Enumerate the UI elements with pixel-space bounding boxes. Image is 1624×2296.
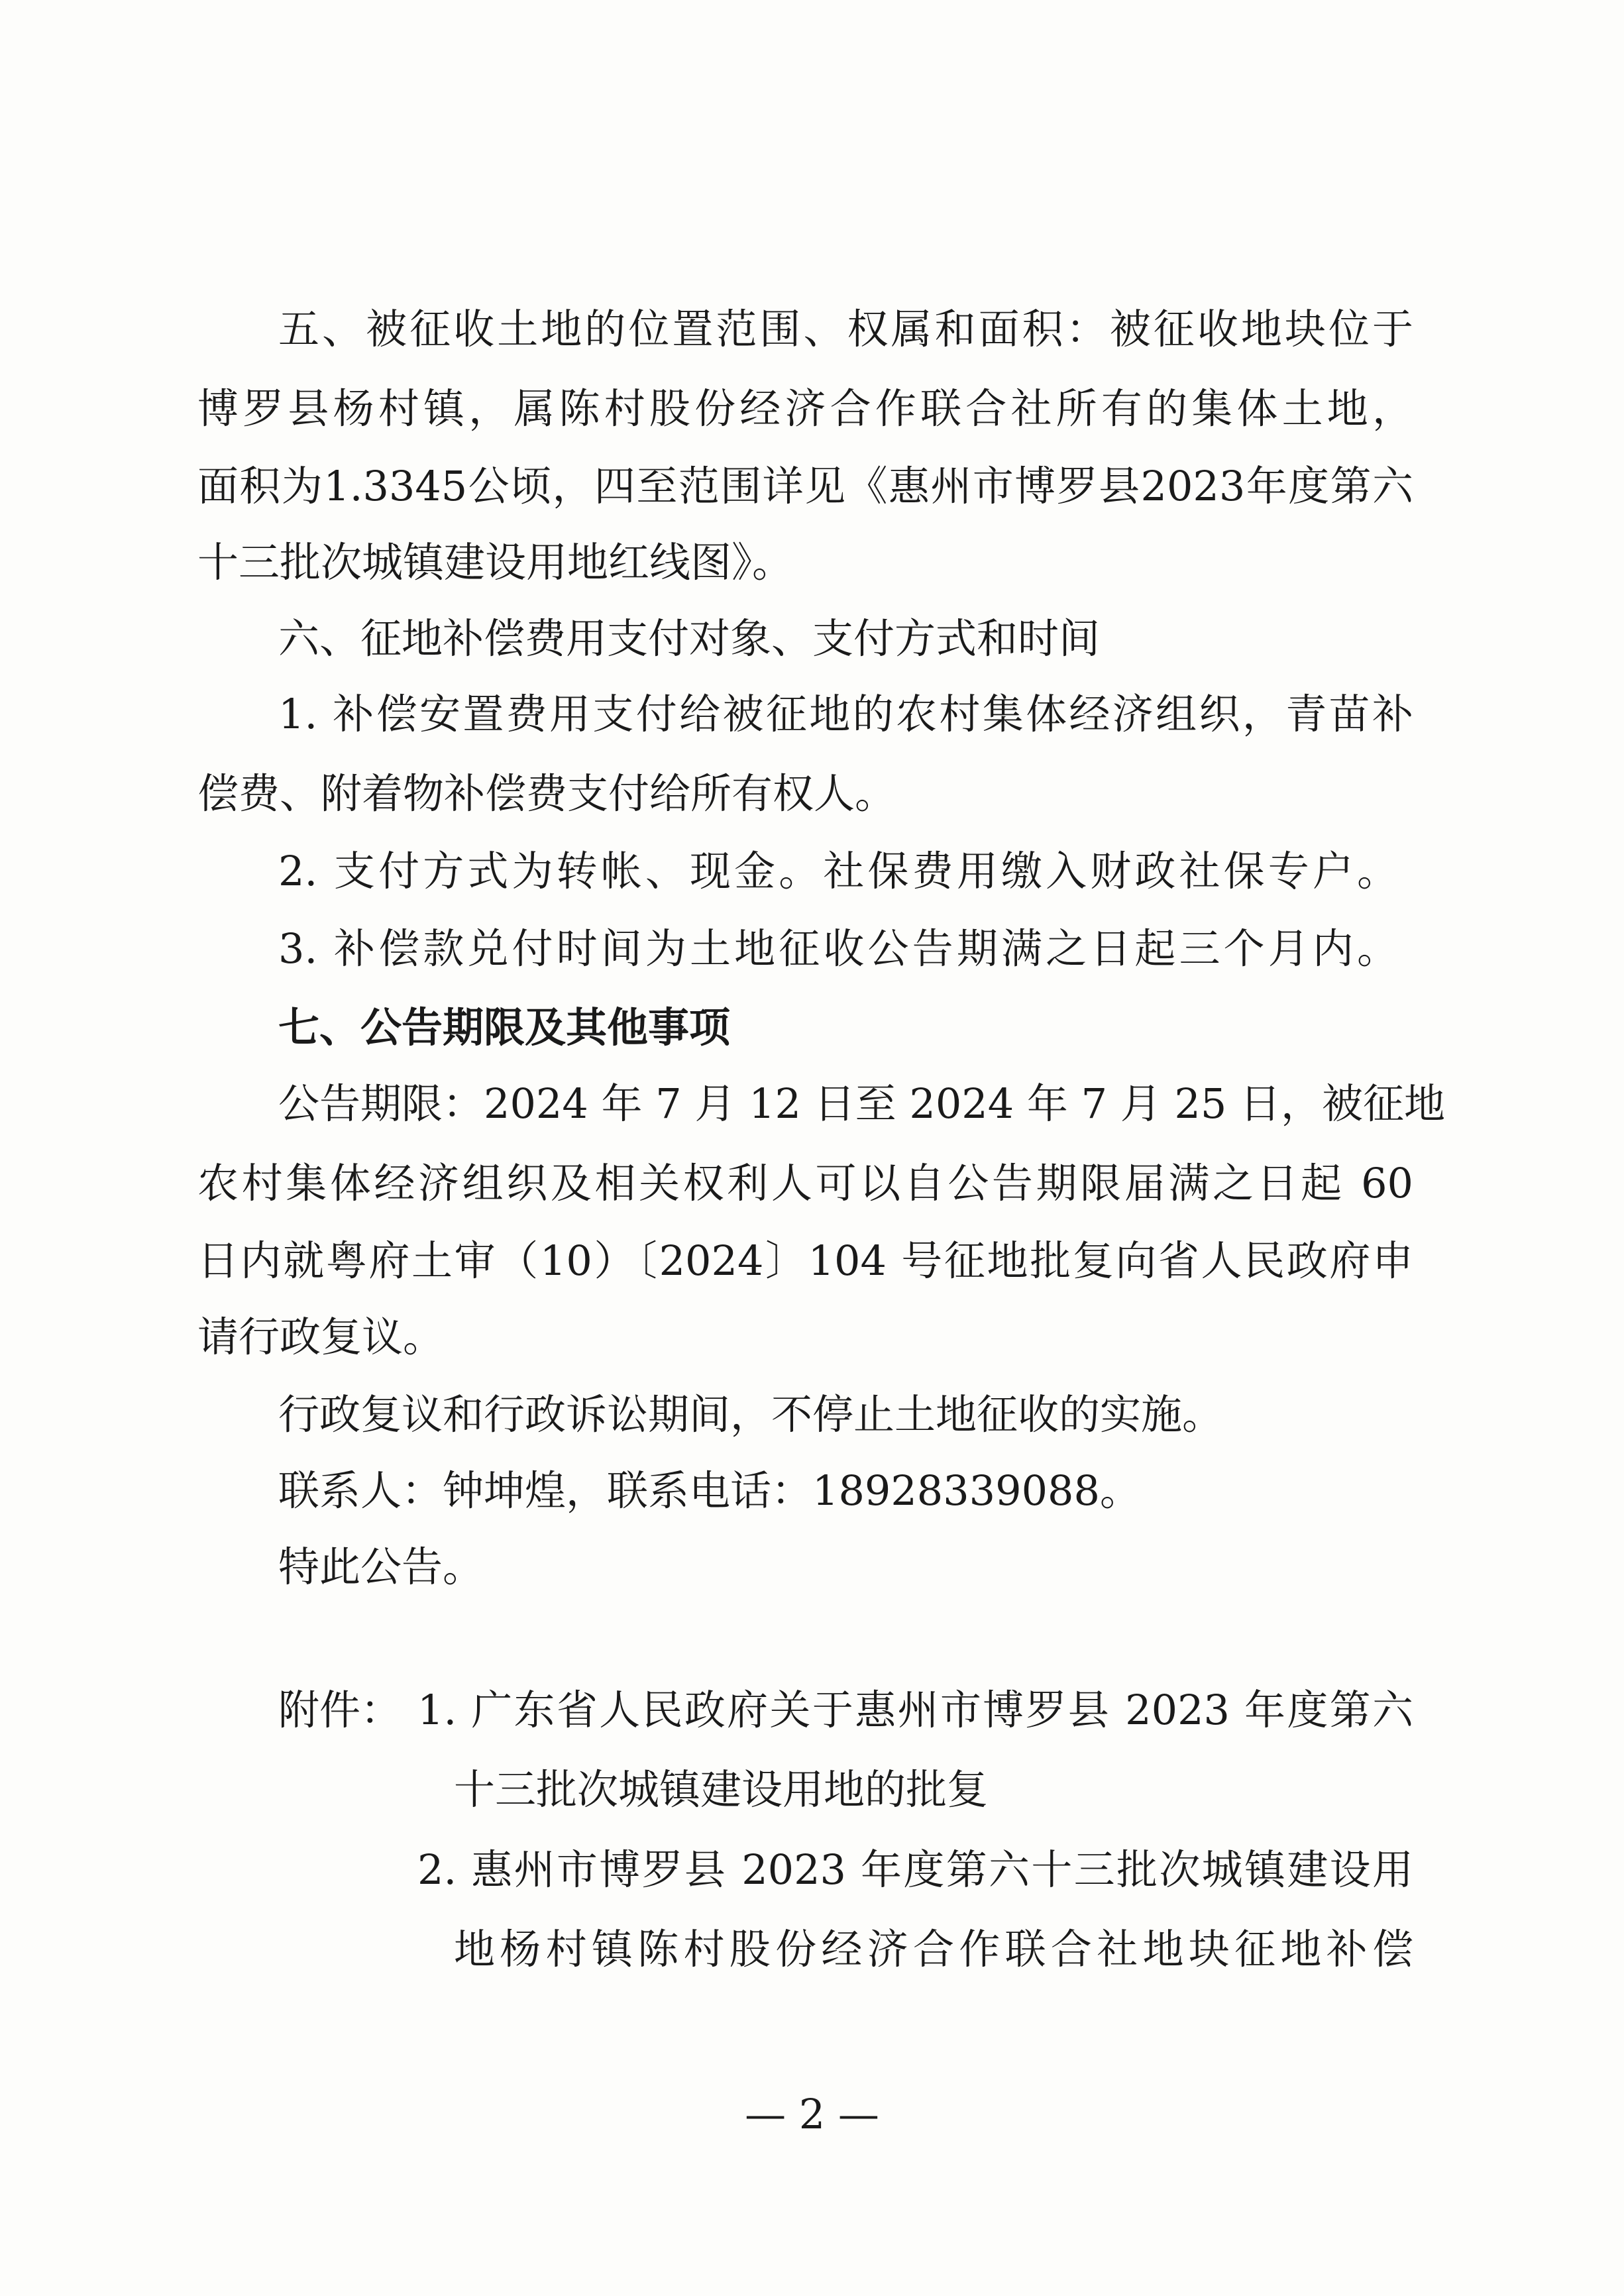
attachments-label: 附件： <box>278 1686 402 1734</box>
section-6-line: 3. 补偿款兑付时间为土地征收公告期满之日起三个月内。 <box>278 924 1398 973</box>
section-7-line: 公告期限：2024 年 7 月 12 日至 2024 年 7 月 25 日，被征地 <box>278 1079 1446 1128</box>
attachment-item: 地杨村镇陈村股份经济合作联合社地块征地补偿 <box>454 1925 1413 1973</box>
closing-line: 特此公告。 <box>278 1543 484 1591</box>
section-6-heading: 六、征地补偿费用支付对象、支付方式和时间 <box>278 614 1101 663</box>
page-number: — 2 — <box>745 2090 879 2138</box>
section-5-line: 博罗县杨村镇，属陈村股份经济合作联合社所有的集体土地， <box>197 384 1413 433</box>
section-6-line: 2. 支付方式为转帐、现金。社保费用缴入财政社保专户。 <box>278 847 1398 895</box>
section-5-line: 五、被征收土地的位置范围、权属和面积：被征收地块位于 <box>278 305 1413 353</box>
section-6-line: 1. 补偿安置费用支付给被征地的农村集体经济组织，青苗补 <box>278 690 1413 738</box>
section-5-line: 十三批次城镇建设用地红线图》。 <box>197 538 794 586</box>
contact-line: 联系人：钟坤煌，联系电话：18928339088。 <box>278 1466 1141 1515</box>
section-7-line: 农村集体经济组织及相关权利人可以自公告期限届满之日起 60 <box>197 1159 1413 1207</box>
attachment-item: 1. 广东省人民政府关于惠州市博罗县 2023 年度第六 <box>417 1686 1413 1734</box>
attachment-item: 2. 惠州市博罗县 2023 年度第六十三批次城镇建设用 <box>417 1845 1413 1894</box>
section-6-line: 偿费、附着物补偿费支付给所有权人。 <box>197 769 896 818</box>
section-7-heading: 七、公告期限及其他事项 <box>278 1003 731 1052</box>
attachment-item: 十三批次城镇建设用地的批复 <box>454 1765 989 1814</box>
section-7-line: 日内就粤府土审（10）〔2024〕104 号征地批复向省人民政府申 <box>197 1236 1413 1285</box>
section-7-line: 请行政复议。 <box>197 1313 445 1361</box>
section-5-line: 面积为1.3345公顷，四至范围详见《惠州市博罗县2023年度第六 <box>197 462 1413 510</box>
section-7-line: 行政复议和行政诉讼期间，不停止土地征收的实施。 <box>278 1390 1224 1439</box>
